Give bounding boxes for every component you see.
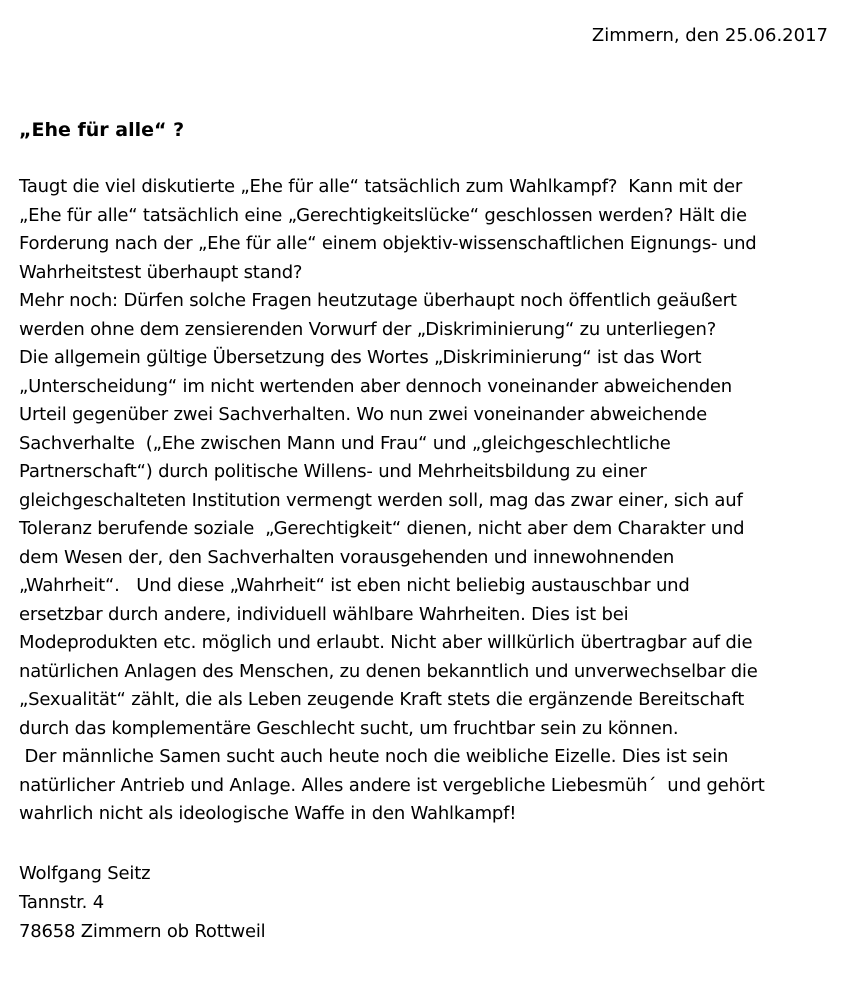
letter-title: „Ehe für alle“ ?	[19, 119, 185, 141]
body-line: „Unterscheidung“ im nicht wertenden aber dennoch voneinander abweichenden	[19, 375, 733, 397]
body-line: „Wahrheit“. Und diese „Wahrheit“ ist eben nicht beliebig austauschbar und	[19, 575, 690, 596]
signature-city: 78658 Zimmern ob Rottweil	[19, 921, 266, 942]
body-line: natürlichen Anlagen des Menschen, zu denen bekanntlich und unverwechselbar die	[19, 660, 758, 682]
signature-name: Wolfgang Seitz	[19, 863, 151, 884]
body-line: Der männliche Samen sucht auch heute noch die weibliche Eizelle. Dies ist sein	[19, 746, 729, 767]
body-line: „Sexualität“ zählt, die als Leben zeugende Kraft stets die ergänzende Bereitschaft	[19, 689, 745, 710]
body-line: werden ohne dem zensierenden Vorwurf der „Diskriminierung“ zu unterliegen?	[19, 318, 717, 340]
signature-street: Tannstr. 4	[19, 892, 104, 913]
body-line: ersetzbar durch andere, individuell wählbare Wahrheiten. Dies ist bei	[19, 603, 629, 625]
signature-block	[19, 859, 265, 946]
body-line: „Ehe für alle“ tatsächlich eine „Gerechtigkeitslücke“ geschlossen werden? Hält die	[19, 204, 747, 226]
body-line: Die allgemein gültige Übersetzung des Wortes „Diskriminierung“ ist das Wort	[19, 347, 702, 368]
body-line: Toleranz berufende soziale „Gerechtigkeit“ dienen, nicht aber dem Charakter und	[19, 518, 745, 539]
body-line: dem Wesen der, den Sachverhalten vorausgehenden und innewohnenden	[19, 546, 675, 568]
body-line: Wahrheitstest überhaupt stand?	[19, 261, 303, 283]
body-line: Mehr noch: Dürfen solche Fragen heutzutage überhaupt noch öffentlich geäußert	[19, 290, 737, 311]
body-line: Forderung nach der „Ehe für alle“ einem objektiv-wissenschaftlichen Eignungs- und	[19, 233, 757, 254]
body-line: natürlicher Antrieb und Anlage. Alles andere ist vergebliche Liebesmüh´ und gehört	[19, 774, 765, 796]
body-line: wahrlich nicht als ideologische Waffe in den Wahlkampf!	[19, 803, 517, 824]
body-line: Partnerschaft“) durch politische Willens- und Mehrheitsbildung zu einer	[19, 461, 647, 482]
body-line: Taugt die viel diskutierte „Ehe für alle“ tatsächlich zum Wahlkampf? Kann mit der	[19, 176, 743, 197]
body-line: Modeprodukten etc. möglich und erlaubt. Nicht aber willkürlich übertragbar auf die	[19, 632, 753, 653]
body-line: Urteil gegenüber zwei Sachverhalten. Wo nun zwei voneinander abweichende	[19, 404, 707, 425]
body-line: gleichgeschalteten Institution vermengt werden soll, mag das zwar einer, sich auf	[19, 489, 743, 511]
body-line: Sachverhalte („Ehe zwischen Mann und Frau“ und „gleichgeschlechtliche	[19, 432, 671, 454]
body-line: durch das komplementäre Geschlecht sucht, um fruchtbar sein zu können.	[19, 717, 679, 739]
letter-body	[19, 173, 839, 829]
dateline: Zimmern, den 25.06.2017	[591, 25, 828, 46]
